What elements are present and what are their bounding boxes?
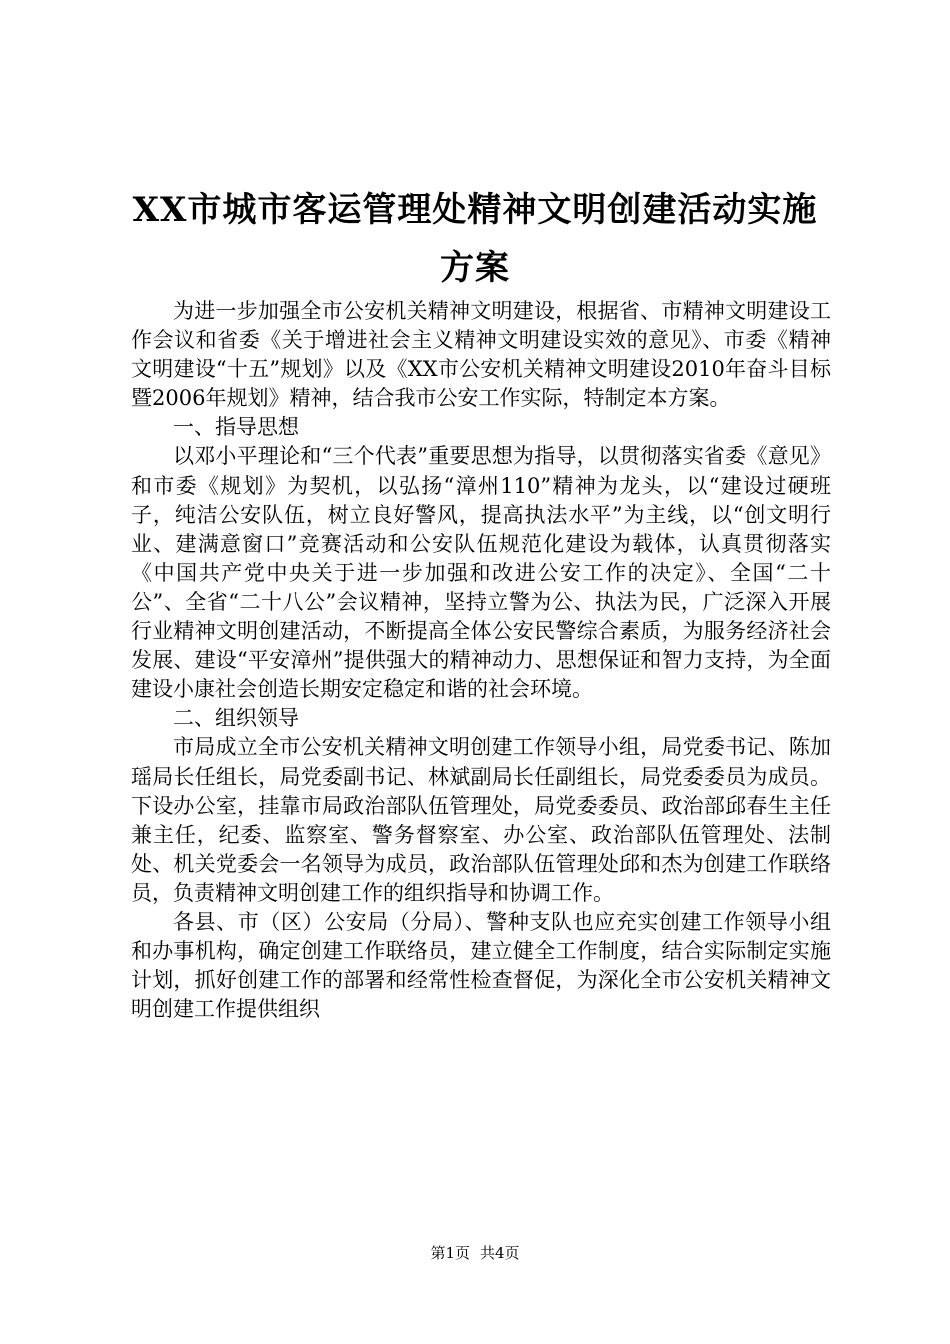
guiding-ideology-paragraph: 以邓小平理论和“三个代表”重要思想为指导，以贯彻落实省委《意见》和市委《规划》为契机，以弘扬“漳州110”精神为龙头，以“建设过硬班子，纯洁公安队伍，树立良好警风，提高执法水平”为主线，以“创文明行业、建满意窗口”竞赛活动和公安队伍规范化建设为载体，认真贯彻落实《中国共产党中央关于进一步加强和改进公安工作的决定》、全国“二十公”、全省“二十八公”会议精神，坚持立警为公、执法为民，广泛深入开展行业精神文明创建活动，不断提高全体公安民警综合素质，为服务经济社会发展、建设“平安漳州”提供强大的精神动力、思想保证和智力支持，为全面建设小康社会创造长期安定稳定和谐的社会环境。 [131, 444, 831, 702]
document-title-line-1: XX市城市客运管理处精神文明创建活动实施 [132, 190, 818, 230]
page-number: 第1页 [430, 1244, 470, 1262]
section-heading-organization: 二、组织领导 [173, 706, 299, 731]
document-body [131, 297, 831, 1024]
intro-paragraph: 为进一步加强全市公安机关精神文明建设，根据省、市精神文明建设工作会议和省委《关于增进社会主义精神文明建设实效的意见》、市委《精神文明建设“十五”规划》以及《XX市公安机关精神文明建设2010年奋斗目标暨2006年规划》精神，结合我市公安工作实际，特制定本方案。 [131, 299, 831, 411]
organization-paragraph: 市局成立全市公安机关精神文明创建工作领导小组，局党委书记、陈加瑶局长任组长，局党委副书记、林斌副局长任副组长，局党委委员为成员。下设办公室，挂靠市局政治部队伍管理处，局党委委员、政治部邱春生主任兼主任，纪委、监察室、警务督察室、办公室、政治部队伍管理处、法制处、机关党委会一名领导为成员，政治部队伍管理处邱和杰为创建工作联络员，负责精神文明创建工作的组织指导和协调工作。 [131, 735, 831, 905]
county-paragraph: 各县、市（区）公安局（分局）、警种支队也应充实创建工作领导小组和办事机构，确定创建工作联络员，建立健全工作制度，结合实际制定实施计划，抓好创建工作的部署和经常性检查督促，为深化全市公安机关精神文明创建工作提供组织 [131, 909, 831, 1022]
page-total: 共4页 [480, 1244, 520, 1262]
document-title-line-2: 方案 [440, 248, 510, 288]
section-heading-guiding-ideology: 一、指导思想 [173, 415, 299, 440]
page-footer [0, 1243, 950, 1263]
